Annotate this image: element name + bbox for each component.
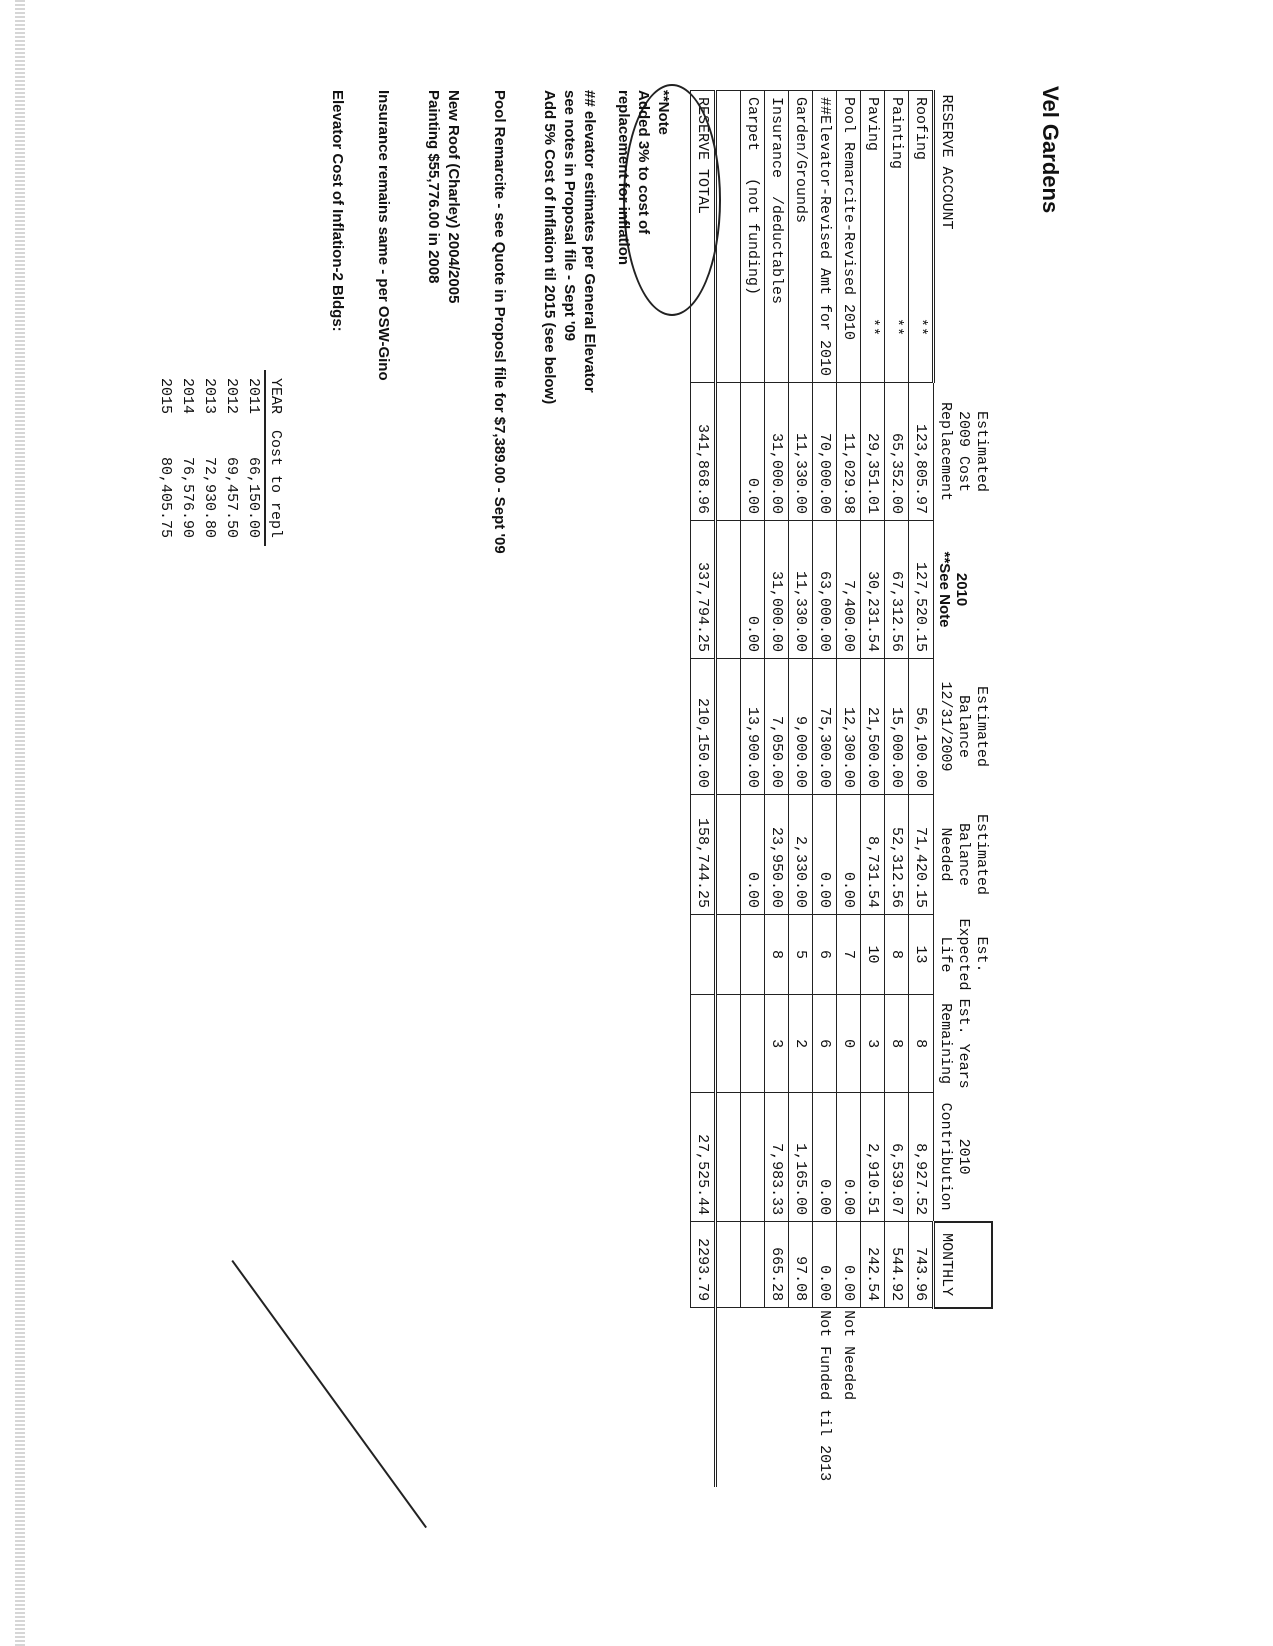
row-monthly: 0.00 <box>813 1222 837 1308</box>
row-remaining <box>741 995 765 1093</box>
row-name: Garden/Grounds <box>792 97 809 224</box>
row-life <box>741 915 765 995</box>
total-balance: 210,150.00 <box>691 659 716 795</box>
spacer-cell <box>716 1093 741 1222</box>
inflation-cost: 69,457.50 <box>223 457 240 539</box>
row-note <box>765 1308 789 1488</box>
row-cost: 29,351.01 <box>861 383 885 521</box>
row-name-cell <box>789 91 813 383</box>
row-name-cell <box>765 91 789 383</box>
row-name-cell <box>837 91 861 383</box>
table-row <box>789 91 813 1488</box>
inflation-year: 2015 <box>157 378 174 415</box>
row-remaining: 0 <box>837 995 861 1093</box>
row-life: 8 <box>765 915 789 995</box>
row-life: 13 <box>909 915 934 995</box>
header-monthly: MONTHLY <box>934 1222 993 1308</box>
row-balance: 56,100.00 <box>909 659 934 795</box>
total-y2010: 337,794.25 <box>691 521 716 659</box>
row-inflation-mark: ** <box>864 318 881 337</box>
row-monthly: 242.54 <box>861 1222 885 1308</box>
header-2010: 2010 **See Note <box>936 551 970 628</box>
row-balance: 75,300.00 <box>813 659 837 795</box>
row-contribution: 0.00 <box>837 1093 861 1222</box>
row-monthly: 665.28 <box>765 1222 789 1308</box>
table-row <box>741 91 765 1488</box>
inflation-cost: 72,930.80 <box>201 457 218 539</box>
row-needed: 0.00 <box>741 795 765 915</box>
row-contribution: 1,165.00 <box>789 1093 813 1222</box>
row-life: 7 <box>837 915 861 995</box>
spacer-cell <box>716 1222 741 1308</box>
total-monthly: 2293.79 <box>691 1222 716 1308</box>
table-row <box>813 91 837 1488</box>
row-name-cell <box>909 91 934 383</box>
inflation-cost: 66,150.00 <box>245 457 262 539</box>
row-2010: 11,330.00 <box>789 521 813 659</box>
row-2010: 31,000.00 <box>765 521 789 659</box>
row-note <box>789 1308 813 1488</box>
row-needed: 8,731.54 <box>861 795 885 915</box>
row-note: Not Needed <box>840 1310 857 1401</box>
total-note <box>691 1308 716 1488</box>
row-remaining: 3 <box>861 995 885 1093</box>
table-row <box>861 91 885 1488</box>
table-row <box>909 91 934 1488</box>
row-contribution <box>741 1093 765 1222</box>
row-monthly <box>741 1222 765 1308</box>
insurance-note: Insurance remains same - per OSW-Gino <box>375 90 392 381</box>
inflation-header-row <box>265 370 285 546</box>
spacer-cell <box>716 915 741 995</box>
total-cost: 341,868.96 <box>691 383 716 521</box>
row-cost: 0.00 <box>741 383 765 521</box>
total-needed: 158,744.25 <box>691 795 716 915</box>
row-contribution: 7,983.33 <box>765 1093 789 1222</box>
row-cost: 65,352.00 <box>885 383 909 521</box>
inflation-row <box>220 370 242 546</box>
reserve-table <box>690 90 993 1487</box>
inflation-table-body <box>154 370 265 546</box>
header-needed: Estimated Balance Needed <box>937 814 990 896</box>
inflation-header-cost: Cost to repl <box>265 422 285 546</box>
row-cost: 70,000.00 <box>813 383 837 521</box>
row-balance: 15,000.00 <box>885 659 909 795</box>
row-name: Insurance /deductables <box>768 97 785 305</box>
row-needed: 71,420.15 <box>909 795 934 915</box>
row-monthly: 97.08 <box>789 1222 813 1308</box>
row-cost: 11,029.98 <box>837 383 861 521</box>
inflation-label: Elevator Cost of Inflation-2 Bldgs: <box>329 90 346 332</box>
row-inflation-mark: ** <box>888 318 905 337</box>
header-cost: Estimated 2009 Cost Replacement <box>937 402 990 502</box>
row-monthly: 0.00 <box>837 1222 861 1308</box>
row-2010: 30,231.54 <box>861 521 885 659</box>
header-note-spacer <box>934 1308 993 1488</box>
row-needed: 0.00 <box>813 795 837 915</box>
row-note <box>861 1308 885 1488</box>
inflation-row <box>154 370 176 546</box>
inflation-year: 2012 <box>223 378 240 415</box>
spacer-cell <box>716 795 741 915</box>
inflation-row <box>198 370 220 546</box>
row-name: Paving <box>864 97 881 152</box>
inflation-year: 2011 <box>245 378 262 415</box>
document-title: Vel Gardens <box>1038 86 1063 214</box>
row-note <box>741 1308 765 1488</box>
header-balance: Estimated Balance 12/31/2009 <box>937 681 990 772</box>
row-name: ##Elevator-Revised Amt for 2010 <box>816 97 833 377</box>
row-name: Painting <box>888 97 905 170</box>
spacer-cell <box>716 383 741 521</box>
pen-stroke-mark <box>231 1260 427 1528</box>
row-2010: 63,000.00 <box>813 521 837 659</box>
inflation-row <box>176 370 198 546</box>
row-balance: 7,050.00 <box>765 659 789 795</box>
header-remaining: Est. Years Remaining <box>937 998 972 1089</box>
row-cost: 11,330.00 <box>789 383 813 521</box>
row-balance: 12,300.00 <box>837 659 861 795</box>
row-2010: 0.00 <box>741 521 765 659</box>
row-note <box>909 1308 934 1488</box>
row-contribution: 6,539.07 <box>885 1093 909 1222</box>
total-life <box>691 915 716 995</box>
row-needed: 2,330.00 <box>789 795 813 915</box>
row-name-cell <box>741 91 765 383</box>
row-inflation-mark: ** <box>912 318 929 337</box>
row-needed: 0.00 <box>837 795 861 915</box>
spacer-note <box>716 1308 741 1488</box>
row-life: 10 <box>861 915 885 995</box>
row-cost: 31,000.00 <box>765 383 789 521</box>
table-row <box>765 91 789 1488</box>
row-name: Roofing <box>912 97 929 161</box>
row-remaining: 2 <box>789 995 813 1093</box>
reserve-table-body <box>691 91 934 1488</box>
spacer-row <box>716 91 741 1488</box>
row-name-cell <box>861 91 885 383</box>
row-remaining: 3 <box>765 995 789 1093</box>
spacer-cell <box>716 521 741 659</box>
row-monthly: 544.92 <box>885 1222 909 1308</box>
row-life: 5 <box>789 915 813 995</box>
roof-note: New Roof (Charley) 2004/2005 Painting $55,776.00 in 2008 <box>425 90 462 304</box>
pool-note: Pool Remarcite - see Quote in Proposl file for $7,389.00 - Sept '09 <box>491 90 508 554</box>
inflation-cost: 76,576.90 <box>179 457 196 539</box>
row-remaining: 8 <box>885 995 909 1093</box>
row-name-cell <box>885 91 909 383</box>
row-remaining: 6 <box>813 995 837 1093</box>
total-remaining <box>691 995 716 1093</box>
row-2010: 127,520.15 <box>909 521 934 659</box>
table-row <box>885 91 909 1488</box>
row-2010: 67,312.56 <box>885 521 909 659</box>
inflation-row <box>242 370 265 546</box>
row-balance: 9,000.00 <box>789 659 813 795</box>
inflation-cost: 80,405.75 <box>157 457 174 539</box>
inflation-year: 2013 <box>201 378 218 415</box>
row-name: Carpet (not funding) <box>744 97 761 296</box>
header-contribution: 2010 Contribution <box>937 1102 972 1211</box>
inflation-header-year: YEAR <box>265 370 285 422</box>
row-cost: 123,805.97 <box>909 383 934 521</box>
table-row <box>837 91 861 1488</box>
row-needed: 23,950.00 <box>765 795 789 915</box>
notes-section <box>327 90 673 554</box>
header-row <box>934 91 993 1488</box>
spacer-cell <box>716 91 741 383</box>
row-note <box>885 1308 909 1488</box>
row-balance: 21,500.00 <box>861 659 885 795</box>
row-remaining: 8 <box>909 995 934 1093</box>
header-reserve-account: RESERVE ACCOUNT <box>934 91 993 383</box>
total-name: RESERVE TOTAL <box>691 91 716 383</box>
total-contribution: 27,525.44 <box>691 1093 716 1222</box>
row-balance: 13,900.00 <box>741 659 765 795</box>
circled-note: **Note Added 3% to cost of replacement for inflation <box>615 90 672 266</box>
elevator-note: ## elevator estimates per General Elevator see notes in Proposal file - Sept '09 Add 5% Cost of Inflation til 2015 (see below) <box>541 90 598 405</box>
spacer-cell <box>716 659 741 795</box>
row-life: 6 <box>813 915 837 995</box>
spacer-cell <box>716 995 741 1093</box>
row-needed: 52,312.56 <box>885 795 909 915</box>
row-name-cell <box>813 91 837 383</box>
row-name: Pool Remarcite-Revised 2010 <box>840 97 857 341</box>
row-contribution: 2,910.51 <box>861 1093 885 1222</box>
row-note: Not Funded til 2013 <box>816 1310 833 1482</box>
scan-edge-artifact <box>15 0 25 1646</box>
row-contribution: 8,927.52 <box>909 1093 934 1222</box>
header-life: Est. Expected Life <box>937 918 990 991</box>
row-life: 8 <box>885 915 909 995</box>
row-monthly: 743.96 <box>909 1222 934 1308</box>
row-2010: 7,400.00 <box>837 521 861 659</box>
inflation-table <box>154 370 285 546</box>
inflation-year: 2014 <box>179 378 196 415</box>
row-contribution: 0.00 <box>813 1093 837 1222</box>
